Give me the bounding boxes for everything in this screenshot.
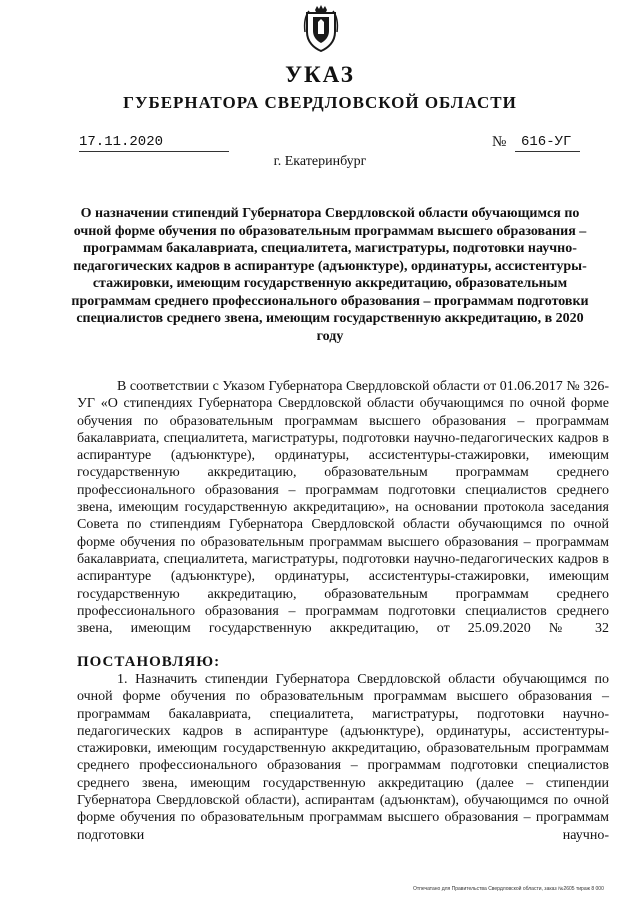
clause-1-paragraph: 1. Назначить стипендии Губернатора Свердловской области обучающимся по очной форме обучения по образовательным программам высшего образования – программам бакалавриата, специалитета, магистратуры, подготовки научно-педагогических кадров в аспирантуре (адъюнктуре), ординатуры, ассистентуры-стажировки, имеющим государственную аккредитацию, образовательным программам среднего профессионального образования – программам подготовки специалистов среднего звена, имеющим государственную аккредитацию (далее – стипендии Губернатора Свердловской области), аспирантам (адъюнктам), обучающимся по очной форме обучения по образовательным программам высшего образования – программам подготовки научно- [77,672,609,843]
print-note: Отпечатано для Правительства Свердловской области, заказ №2605 тираж 8 000 [413,886,604,892]
document-date: 17.11.2020 [79,134,164,150]
date-underline [79,151,229,152]
coat-of-arms-emblem [301,4,341,52]
document-type-title: УКАЗ [285,62,355,87]
decree-heading: О назначении стипендий Губернатора Свердловской области обучающимся по очной форме обучения по образовательным программам высшего образования – программам бакалавриата, специалитета, магистратуры, подготовки научно-педагогических кадров в аспирантуре (адъюнктуре), ординатуры, ассистентуры-стажировки, имеющим государственную аккредитацию, образовательным программам среднего профессионального образования – программам подготовки специалистов среднего звена, имеющим государственную аккредитацию, в 2020 году [71,206,589,344]
decree-word: ПОСТАНОВЛЯЮ: [77,654,221,670]
issuing-authority: ГУБЕРНАТОРА СВЕРДЛОВСКОЙ ОБЛАСТИ [123,93,517,112]
document-number-label: № [492,134,507,150]
preamble-paragraph: В соответствии с Указом Губернатора Свердловской области от 01.06.2017 № 326-УГ «О стипендиях Губернатора Свердловской области обучающимся по очной форме обучения по образовательным программам высшего образования – программам бакалавриата, специалитета, магистратуры, подготовки научно-педагогических кадров в аспирантуре (адъюнктуре), ординатуры, ассистентуры-стажировки, имеющим государственную аккредитацию, образовательным программам среднего профессионального образования – программам подготовки специалистов среднего звена, имеющим государственную аккредитацию», на основании протокола заседания Совета по стипендиям Губернатора Свердловской области обучающимся по очной форме обучения по образовательным программам высшего образования – программам бакалавриата, специалитета, магистратуры, подготовки научно-педагогических кадров в аспирантуре (адъюнктуре), ординатуры, ассистентуры-стажировки, имеющим государственную аккредитацию, образовательным программам среднего профессионального образования – программам подготовки специалистов среднего звена, имеющим государственную аккредитацию, от 25.09.2020 № 32 [77,379,609,637]
document-number: 616-УГ [521,134,572,150]
number-underline [515,151,580,152]
issuing-city: г. Екатеринбург [273,154,367,169]
